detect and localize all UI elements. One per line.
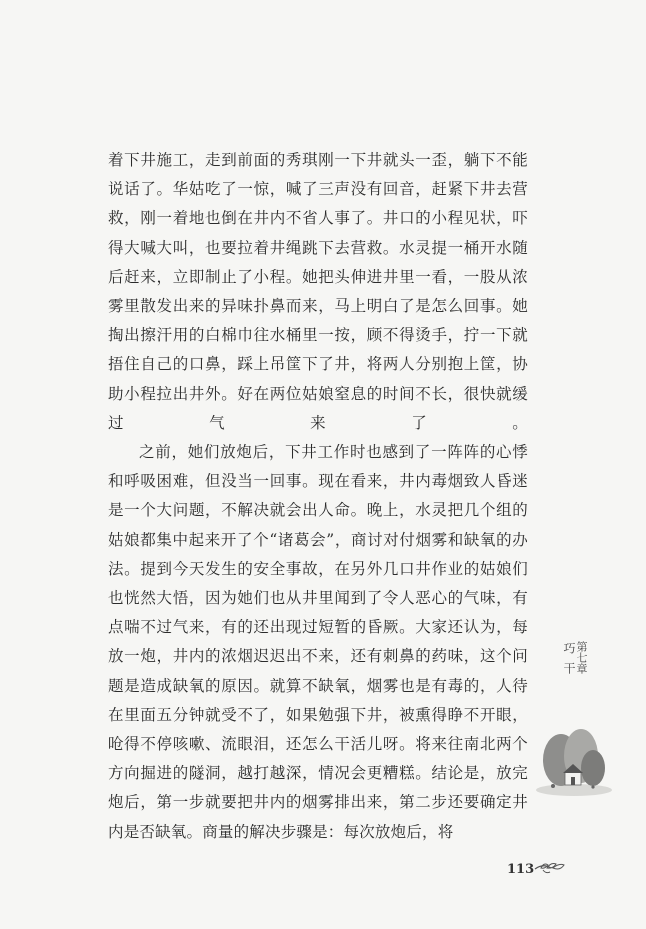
paragraph-1: 着下井施工，走到前面的秀琪刚一下井就头一歪，躺下不能说话了。华姑吃了一惊，喊了三声没有回音，赶紧下井去营救，刚一着地也倒在井内不省人事了。井口的小程见状，吓得大喊大叫，也要拉着井绳跳下去营救。水灵提一桶开水随后赶来，立即制止了小程。她把头伸进井里一看，一股从浓雾里散发出来的异味扑鼻而来，马上明白了是怎么回事。她掏出擦汗用的白棉巾往水桶里一按，顾不得烫手，拧一下就捂住自己的口鼻，踩上吊筐下了井，将两人分别抱上筐，协助小程拉出井外。好在两位姑娘窒息的时间不长，很快就缓过气来了。 xyxy=(108,151,528,432)
chapter-name: 巧干 xyxy=(562,642,576,682)
village-illustration-icon xyxy=(535,728,613,798)
chapter-label: 第七章 xyxy=(575,640,588,674)
page-number: 113 xyxy=(507,862,535,877)
leaf-ornament-icon xyxy=(533,860,567,876)
body-text xyxy=(108,146,528,847)
chapter-side-title xyxy=(562,632,588,682)
paragraph-2: 之前，她们放炮后，下井工作时也感到了一阵阵的心悸和呼吸困难，但没当一回事。现在看来，井内毒烟致人昏迷是一个大问题，不解决就会出人命。晚上，水灵把几个组的姑娘都集中起来开了个“诸葛会”，商讨对付烟雾和缺氧的办法。提到今天发生的安全事故，在另外几口井作业的姑娘们也恍然大悟，因为她们也从井里闻到了令人恶心的气味，有点喘不过气来，有的还出现过短暂的昏厥。大家还认为，每放一炮，井内的浓烟迟迟出不来，还有刺鼻的药味，这个问题是造成缺氧的原因。就算不缺氧，烟雾也是有毒的，人待在里面五分钟就受不了，如果勉强下井，被熏得睁不开眼，呛得不停咳嗽、流眼泪，还怎么干活儿呀。将来往南北两个方向掘进的隧洞，越打越深，情况会更糟糕。结论是，放完炮后，第一步就要把井内的烟雾排出来，第二步还要确定井内是否缺氧。商量的解决步骤是：每次放炮后，将 xyxy=(108,443,528,841)
